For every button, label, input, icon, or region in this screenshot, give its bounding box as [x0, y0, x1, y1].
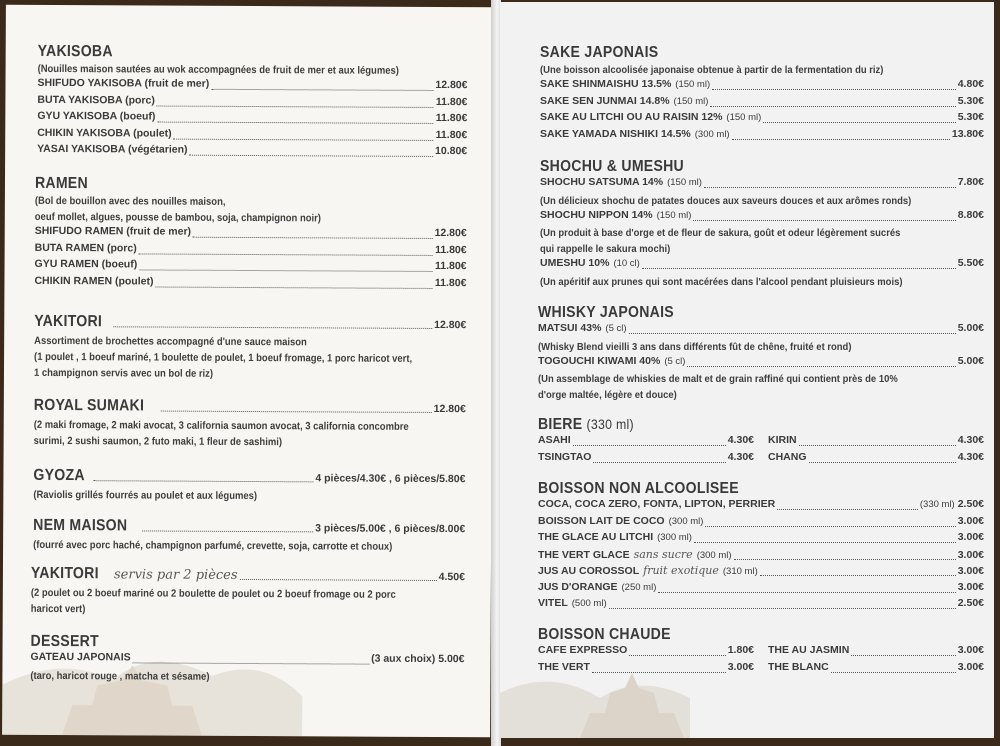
- menu-page-right: [500, 2, 994, 738]
- menu-item: GYU RAMEN (boeuf) 11.80€: [34, 257, 467, 273]
- item-description: qui rappelle le sakura mochi): [540, 243, 671, 255]
- menu-item: THE AU JASMIN 3.00€: [768, 644, 984, 656]
- menu-item: COCA, COCA ZERO, FONTA, LIPTON, PERRIER (330 ml) 2.50€: [538, 498, 984, 510]
- section-title: RAMEN: [34, 174, 88, 193]
- section-royal-sumaki: [34, 397, 466, 451]
- menu-item: BOISSON LAIT DE COCO (300 ml) 3.00€: [538, 514, 984, 527]
- menu-item: ROYAL SUMAKI 12.80€: [33, 396, 466, 416]
- section-description: (Bol de bouillon avec des nouilles maison,: [34, 194, 226, 208]
- menu-item: MATSUI 43% (5 cl) 5.00€: [538, 322, 984, 334]
- item-description: (Un délicieux shochu de patates douces aux saveurs douces et aux arômes ronds): [540, 194, 912, 207]
- item-description: (Un apéritif aux prunes qui sont macérées dans l'alcool pendant pluisieurs mois): [540, 275, 903, 288]
- menu-item: CHIKIN YAKISOBA (poulet) 11.80€: [37, 126, 468, 141]
- menu-item: YAKITORI 12.80€: [34, 312, 467, 332]
- section-yakisoba: [37, 43, 468, 162]
- section-title: BOISSON NON ALCOOLISEE: [538, 480, 739, 497]
- section-title: SHOCHU & UMESHU: [540, 158, 684, 175]
- section-yakitori: [34, 313, 466, 383]
- beer-row: [538, 434, 984, 451]
- section-title: SAKE JAPONAIS: [540, 44, 659, 61]
- section-title: WHISKY JAPONAIS: [538, 304, 674, 321]
- hot-drink-row: [538, 661, 984, 678]
- menu-item: SAKE YAMADA NISHIKI 14.5% (300 ml) 13.80€: [540, 127, 984, 140]
- section-description: (Raviolis grillés fourrés au poulet et aux légumes): [33, 488, 258, 503]
- item-description: (Un assemblage de whiskies de malt et de grain raffiné qui contient près de 10%: [538, 373, 898, 385]
- menu-item: VITEL (500 ml) 2.50€: [538, 597, 984, 609]
- menu-item: BUTA RAMEN (porc) 11.80€: [34, 241, 467, 256]
- section-description: oeuf mollet, algues, pousse de bambou, soja, champignon noir): [34, 210, 321, 225]
- hot-drink-row: [538, 644, 984, 661]
- menu-item: SAKE SEN JUNMAI 14.8% (150 ml) 5.30€: [540, 94, 984, 107]
- item-description: (Whisky Blend vieilli 3 ans dans différents fût de chêne, fruité et rond): [538, 340, 852, 353]
- section-description: (1 poulet , 1 boeuf mariné, 1 boulette de poulet, 1 boeuf fromage, 1 porc haricot vert,: [34, 350, 413, 365]
- menu-item: SAKE AU LITCHI OU AU RAISIN 12% (150 ml) 5.30€: [540, 111, 984, 123]
- menu-item: CHIKIN RAMEN (poulet) 11.80€: [34, 274, 467, 289]
- section-description: (Une boisson alcoolisée japonaise obtenue à partir de la fermentation du riz): [540, 64, 884, 76]
- menu-item: SHOCHU NIPPON 14% (150 ml) 8.80€: [540, 208, 984, 221]
- menu-item: THE BLANC 3.00€: [768, 660, 984, 673]
- menu-item: CAFE EXPRESSO 1.80€: [538, 644, 754, 656]
- section-biere: [538, 416, 984, 467]
- section-subtitle: (330 ml): [586, 416, 634, 432]
- menu-item: ASAHI 4.30€: [538, 434, 754, 446]
- section-description: surimi, 2 sushi saumon, 2 futo maki, 1 fleur de sashimi): [33, 434, 283, 449]
- item-description: (Un produit à base d'orge et de fleur de sakura, goût et odeur légèrement sucrés: [540, 227, 901, 239]
- item-description: d'orge maltée, légère et douce): [538, 389, 677, 401]
- section-title: DESSERT: [30, 632, 99, 651]
- section-description: (2 maki fromage, 2 maki avocat, 3 california saumon avocat, 3 california concombre: [33, 418, 409, 433]
- section-description: Assortiment de brochettes accompagné d'une sauce maison: [34, 334, 307, 349]
- section-description: haricot vert): [30, 602, 86, 616]
- menu-item: KIRIN 4.30€: [768, 434, 984, 446]
- menu-item: SHOCHU SATSUMA 14% (150 ml) 7.80€: [540, 176, 984, 188]
- menu-item: GATEAU JAPONAIS (3 aux choix) 5.00€: [30, 650, 465, 666]
- menu-item: SHIFUDO YAKISOBA (fruit de mer) 12.80€: [37, 76, 468, 92]
- section-nem-maison: [33, 517, 465, 555]
- section-description: (taro, haricot rouge , matcha et sésame): [30, 669, 210, 683]
- menu-item: GYU YAKISOBA (boeuf) 11.80€: [37, 109, 468, 125]
- section-sake: [540, 44, 984, 144]
- section-description: (Nouilles maison sautées au wok accompagnées de fruit de mer et aux légumes): [37, 62, 399, 77]
- menu-item: JUS D'ORANGE (250 ml) 3.00€: [538, 580, 984, 593]
- section-gyoza: [33, 467, 465, 505]
- section-boisson-chaude: [538, 626, 984, 677]
- menu-item: TSINGTAO 4.30€: [538, 450, 754, 463]
- section-description: (2 poulet ou 2 boeuf mariné ou 2 boulette de poulet ou 2 boeuf fromage ou 2 porc: [30, 586, 396, 601]
- section-whisky: [538, 304, 984, 403]
- menu-item: UMESHU 10% (10 cl) 5.50€: [540, 257, 984, 269]
- menu-item: YASAI YAKISOBA (végétarien) 10.80€: [37, 142, 468, 158]
- menu-item: GYOZA 4 pièces/4.30€ , 6 pièces/5.80€: [33, 466, 466, 486]
- section-title: BOISSON CHAUDE: [538, 626, 671, 643]
- menu-item: THE VERT 3.00€: [538, 660, 754, 673]
- menu-item: THE VERT GLACE sans sucre (300 ml) 3.00€: [538, 547, 984, 561]
- menu-item: CHANG 4.30€: [768, 450, 984, 463]
- section-title: BIERE (330 ml): [538, 416, 634, 433]
- section-boisson-non-alcoolisee: [538, 480, 984, 614]
- menu-item: BUTA YAKISOBA (porc) 11.80€: [37, 93, 468, 108]
- menu-item: NEM MAISON 3 pièces/5.00€ , 6 pièces/8.00€: [33, 516, 466, 536]
- menu-item: TOGOUCHI KIWAMI 40% (5 cl) 5.00€: [538, 354, 984, 367]
- menu-page-left: [2, 5, 494, 738]
- section-title: YAKISOBA: [37, 42, 113, 61]
- section-ramen: [34, 175, 467, 293]
- section-yakitori-pairs: [31, 565, 465, 619]
- section-dessert: [30, 633, 464, 686]
- menu-item: THE GLACE AU LITCHI (300 ml) 3.00€: [538, 531, 984, 543]
- menu-item: JUS AU COROSSOL fruit exotique (310 ml) 3.00€: [538, 564, 984, 577]
- menu-item: SAKE SHINMAISHU 13.5% (150 ml) 4.80€: [540, 78, 984, 90]
- section-description: 1 champignon servis avec un bol de riz): [33, 366, 214, 380]
- beer-row: [538, 451, 984, 468]
- menu-item: YAKITORI servis par 2 pièces 4.50€: [30, 564, 465, 584]
- section-shochu-umeshu: [540, 158, 984, 290]
- section-description: (fourré avec porc haché, champignon parfumé, crevette, soja, carrotte et choux): [33, 538, 393, 553]
- menu-item: SHIFUDO RAMEN (fruit de mer) 12.80€: [34, 224, 467, 240]
